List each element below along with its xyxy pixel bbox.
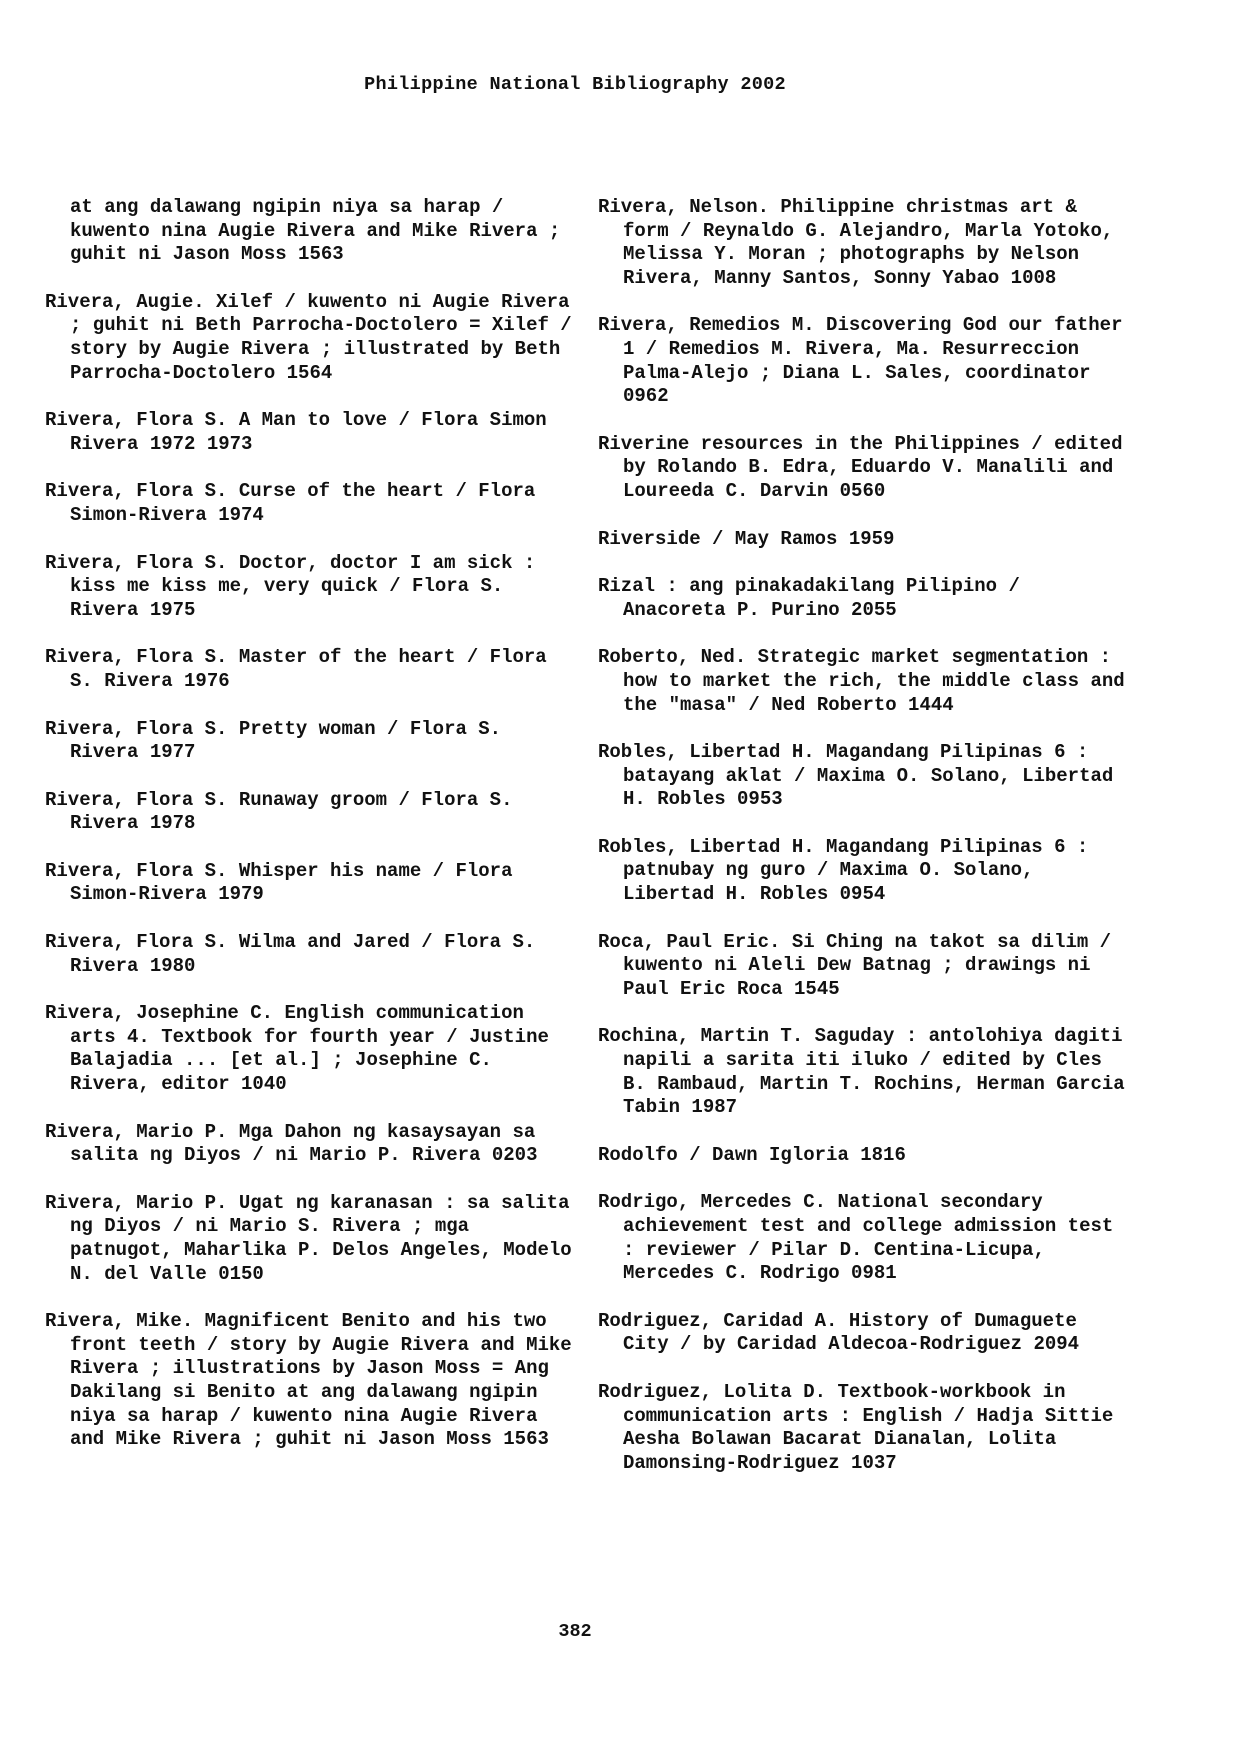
list-item: Rivera, Flora S. Wilma and Jared / Flora S. Rivera 1980 (45, 931, 547, 977)
list-item: Rivera, Flora S. A Man to love / Flora Simon Rivera 1972 1973 (45, 409, 559, 455)
list-item: Rivera, Remedios M. Discovering God our father 1 / Remedios M. Rivera, Ma. Resurreccion Palma-Alejo ; Diana L. Sales, coordinator 0962 (598, 314, 1134, 408)
list-item: Rochina, Martin T. Saguday : antolohiya dagiti napili a sarita iti iluko / edited by Cles B. Rambaud, Martin T. Rochins, Herman Garcia Tabin 1987 (598, 1025, 1137, 1119)
list-item: Rivera, Augie. Xilef / kuwento ni Augie Rivera ; guhit ni Beth Parrocha-Doctolero = Xilef / story by Augie Rivera ; illustrated by Beth Parrocha-Doctolero 1564 (45, 290, 584, 384)
right-column (598, 196, 1137, 1499)
list-item: Rodriguez, Caridad A. History of Dumaguete City / by Caridad Aldecoa-Rodriguez 2094 (598, 1309, 1089, 1356)
list-item: Robles, Libertad H. Magandang Pilipinas 6 : patnubay ng guro / Maxima O. Solano, Libertad H. Robles 0954 (598, 835, 1100, 906)
list-item: Rivera, Flora S. Runaway groom / Flora S. Rivera 1978 (45, 788, 524, 835)
list-item: Rivera, Nelson. Philippine christmas art & form / Reynaldo G. Alejandro, Marla Yotoko, Melissa Y. Moran ; photographs by Nelson Rivera, Manny Santos, Sonny Yabao 1008 (598, 196, 1125, 289)
list-item: at ang dalawang ngipin niya sa harap / kuwento nina Augie Rivera and Mike Rivera ; guhit ni Jason Moss 1563 (70, 196, 572, 266)
list-item: Rodolfo / Dawn Igloria 1816 (598, 1143, 906, 1166)
left-column (45, 196, 584, 1476)
list-item: Robles, Libertad H. Magandang Pilipinas 6 : batayang aklat / Maxima O. Solano, Libertad H. Robles 0953 (598, 741, 1125, 811)
list-item: Rivera, Flora S. Doctor, doctor I am sick : kiss me kiss me, very quick / Flora S. Rivera 1975 (45, 551, 547, 621)
list-item: Roca, Paul Eric. Si Ching na takot sa dilim / kuwento ni Aleli Dew Batnag ; drawings ni Paul Eric Roca 1545 (598, 930, 1123, 1000)
list-item: Rivera, Mario P. Mga Dahon ng kasaysayan sa salita ng Diyos / ni Mario P. Rivera 0203 (45, 1120, 547, 1167)
list-item: Rivera, Josephine C. English communication arts 4. Textbook for fourth year / Justine Balajadia ... [et al.] ; Josephine C. Rivera, editor 1040 (45, 1002, 561, 1096)
list-item: Rivera, Flora S. Whisper his name / Flora Simon-Rivera 1979 (45, 859, 524, 906)
list-item: Rivera, Flora S. Curse of the heart / Flora Simon-Rivera 1974 (45, 480, 547, 526)
list-item: Rivera, Flora S. Pretty woman / Flora S. Rivera 1977 (45, 717, 513, 764)
list-item: Rodriguez, Lolita D. Textbook-workbook in communication arts : English / Hadja Sittie Aesha Bolawan Bacarat Dianalan, Lolita Damonsing-Rodriguez 1037 (598, 1380, 1125, 1474)
list-item: Rivera, Mario P. Ugat ng karanasan : sa salita ng Diyos / ni Mario S. Rivera ; mga patnugot, Maharlika P. Delos Angeles, Modelo N. del Valle 0150 (45, 1191, 584, 1285)
list-item: Rivera, Mike. Magnificent Benito and his two front teeth / story by Augie Rivera and Mike Rivera ; illustrations by Jason Moss = Ang Dakilang si Benito at ang dalawang ngipin niya sa harap / kuwento nina Augie Rivera and Mike Rivera ; guhit ni Jason Moss 1563 (45, 1310, 584, 1451)
list-item: Riverine resources in the Philippines / edited by Rolando B. Edra, Eduardo V. Manalili and Loureeda C. Darvin 0560 (598, 432, 1134, 502)
list-item: Rodrigo, Mercedes C. National secondary achievement test and college admission test : reviewer / Pilar D. Centina-Licupa, Mercedes C. Rodrigo 0981 (598, 1191, 1125, 1285)
list-item: Rivera, Flora S. Master of the heart / Flora S. Rivera 1976 (45, 646, 559, 692)
list-item: Riverside / May Ramos 1959 (598, 527, 895, 550)
list-item: Rizal : ang pinakadakilang Pilipino / Anacoreta P. Purino 2055 (598, 575, 1032, 621)
page-number: 382 (558, 1621, 592, 1642)
page-header: Philippine National Bibliography 2002 (364, 74, 786, 95)
list-item: Roberto, Ned. Strategic market segmentation : how to market the rich, the middle class and the "masa" / Ned Roberto 1444 (598, 646, 1137, 716)
